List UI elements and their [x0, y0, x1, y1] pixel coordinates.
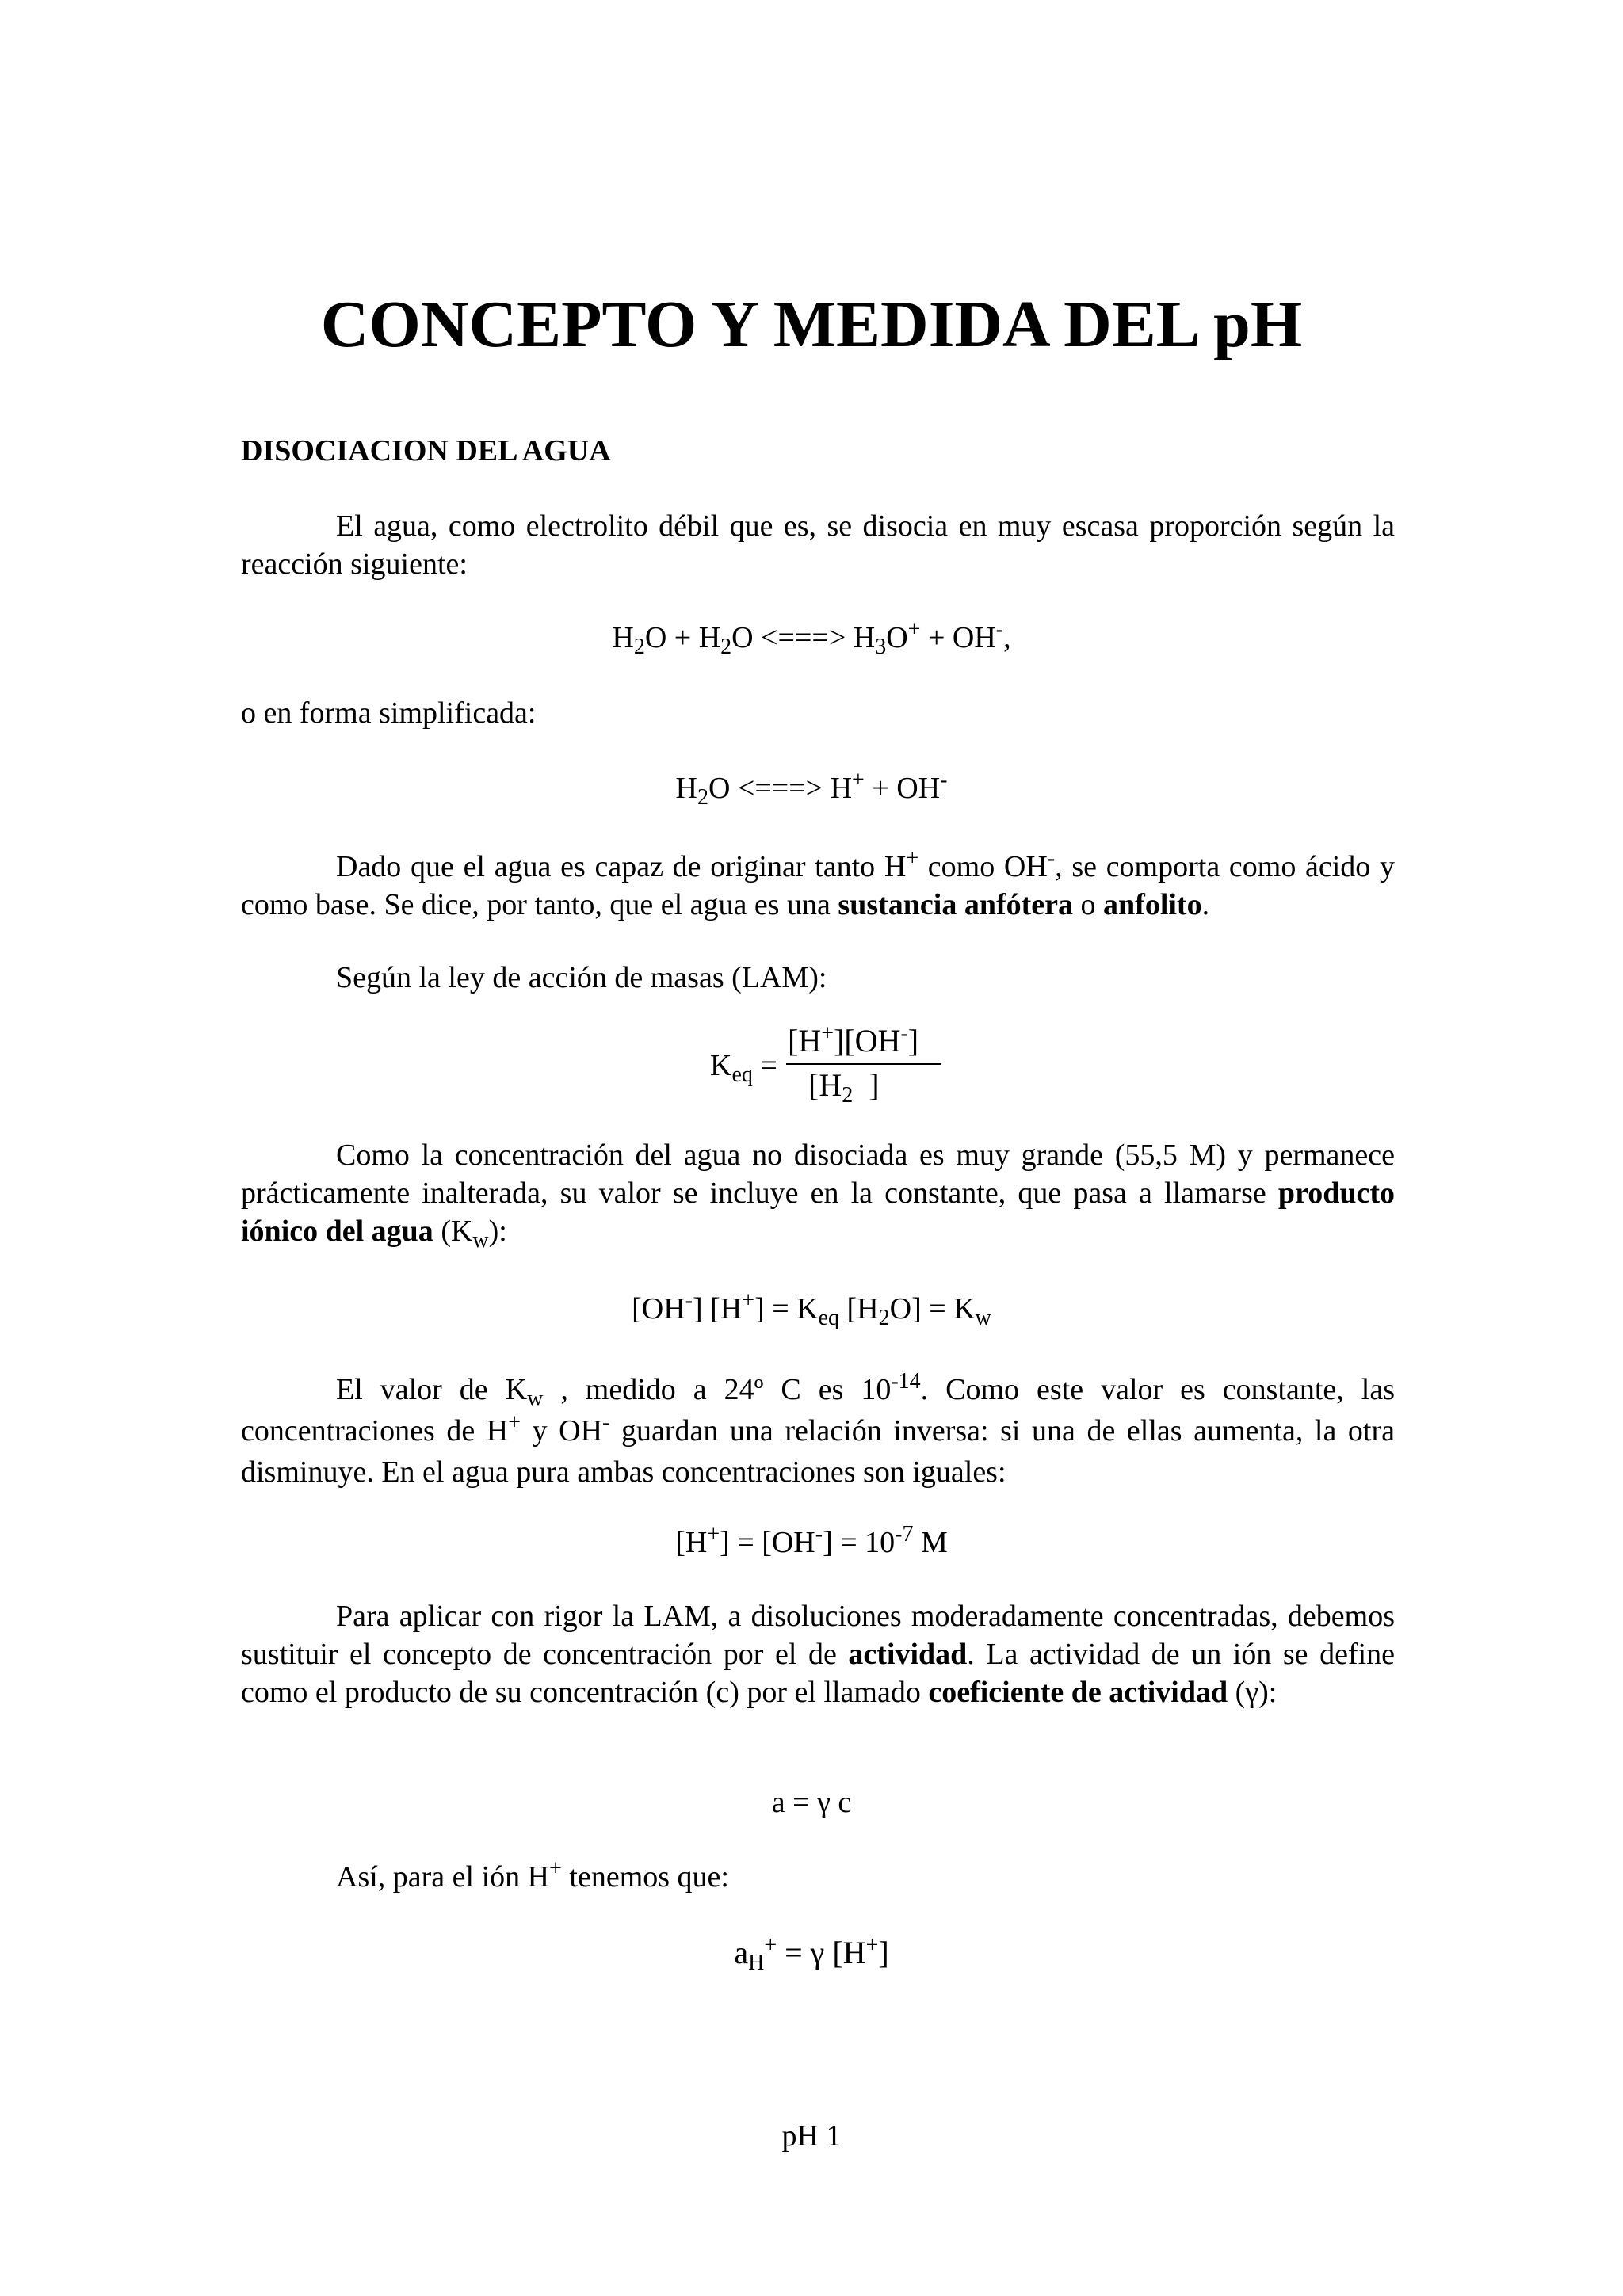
equation-h-activity: $a_H^+ = \gamma$ [H+]: [734, 1933, 889, 1975]
keq-denominator: [$H_2$ ]: [808, 1067, 880, 1108]
equation-keq: $K_{eq}$ = [H+][OH-] [$H_2$ ]: [710, 1022, 948, 1109]
paragraph-lam: Según la ley de acción de masas (LAM):: [336, 961, 827, 994]
section-heading: DISOCIACION DEL AGUA: [241, 434, 611, 467]
paragraph-ionic-product: Como la concentración del agua no disociada es muy grande (55,5 M) y permanece prácticamente inalterada, su valor se incluye en la constante, que pasa a llamarse producto iónico del agua $(K_w)$:: [241, 1138, 1395, 1253]
page-number: pH 1: [781, 2119, 842, 2153]
equation-pure-water: $[H^+] = [OH^-] = 10^{-7}$ M: [675, 1522, 948, 1559]
equation-simplified: $H_2O$ <===> H+ + OH-: [675, 768, 948, 810]
paragraph-h-ion: Así, para el ión H+ tenemos que:: [336, 1856, 729, 1894]
simplified-label: o en forma simplificada:: [241, 696, 537, 730]
paragraph-kw-value: El valor de $K_w$ , medido a 24º C es $10^{-14}$. Como este valor es constante, las concentraciones de H+ y OH- guardan una relación inversa: si una de ellas aumenta, la otra disminuye. En el agua pura ambas concentraciones son iguales:: [241, 1369, 1395, 1489]
equation-activity: a = γ c: [771, 1786, 852, 1819]
paragraph-activity: Para aplicar con rigor la LAM, a disoluciones moderadamente concentradas, debemos sustituir el concepto de concentración por el de actividad. La actividad de un ión se define como el producto de su concentración (c) por el llamado coeficiente de actividad (γ):: [241, 1600, 1396, 1709]
page-title: CONCEPTO Y MEDIDA DEL pH: [320, 288, 1303, 361]
keq-numerator: [H+][OH-]: [788, 1021, 919, 1058]
equation-kw: [OH-] $[H^+] = K_{eq}$ $[H_2O] = K_w$: [632, 1288, 991, 1330]
equation-dissociation: $H_2O + H_2O$ <===> $H_3O^+ + OH^-$,: [612, 617, 1011, 659]
paragraph-amphoteric: Dado que el agua es capaz de originar tanto H+ como OH-, se comporta como ácido y como base. Se dice, por tanto, que el agua es una sustancia anfótera o anfolito.: [241, 846, 1395, 921]
fraction-bar: [786, 1063, 941, 1065]
paragraph-intro: El agua, como electrolito débil que es, se disocia en muy escasa proporción según la reacción siguiente:: [241, 509, 1395, 581]
